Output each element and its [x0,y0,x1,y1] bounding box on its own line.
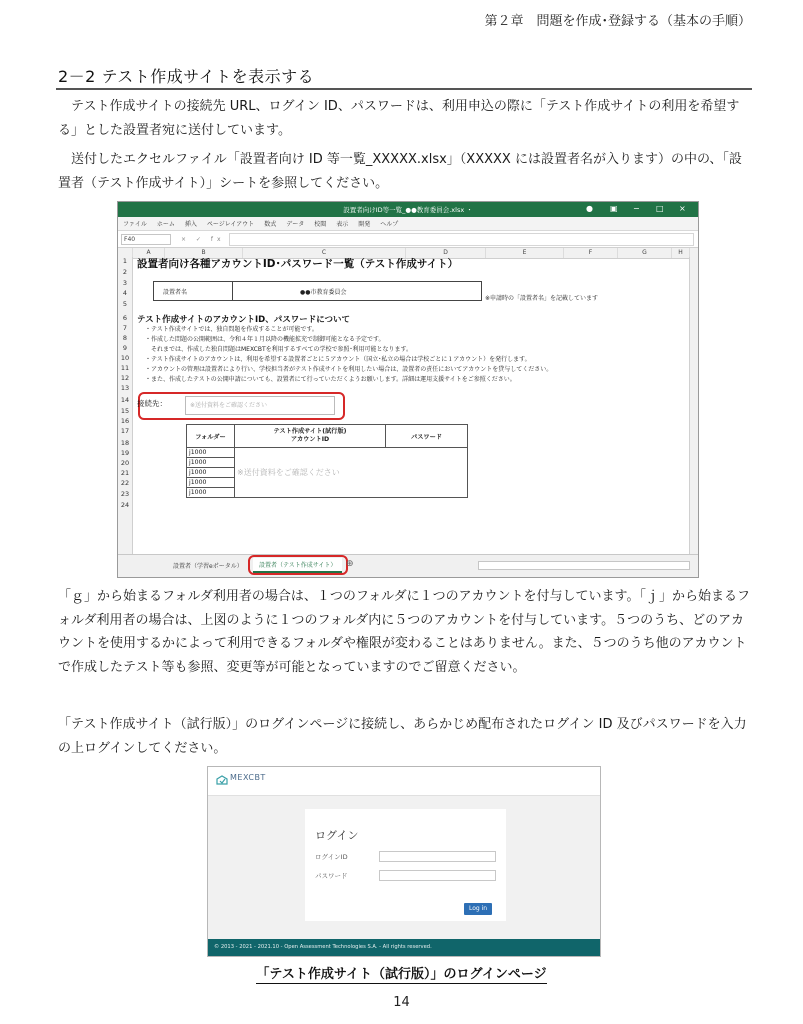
row-header[interactable]: 17 [120,427,130,435]
th-password: パスワード [386,425,468,448]
menu-data[interactable]: データ [286,221,305,228]
col-header-g[interactable]: G [618,248,672,258]
row-header[interactable]: 24 [120,501,130,509]
paragraph-4: 「テスト作成サイト（試行版）」のログインページに接続し、あらかじめ配布されたログイン ID 及びパスワードを入力の上ログインしてください。 [58,717,747,756]
row-header[interactable]: 11 [120,364,130,372]
login-header [208,767,600,796]
excel-screenshot [117,201,699,578]
formula-buttons: × ✓ fx [181,235,225,243]
login-heading: ログイン [315,829,359,842]
worksheet-cells[interactable] [133,257,690,555]
login-id-input[interactable] [379,851,496,862]
folder-cell: j1000 [187,478,235,488]
th-folder: フォルダー [187,425,235,448]
paragraph-3: 「ｇ」から始まるフォルダ利用者の場合は、１つのフォルダに１つのアカウントを付与しています。「ｊ」から始まるフォルダ利用者の場合は、上図のように１つのフォルダ内に５つのアカウントを付与しています。５つのうち、どのアカウントを使用するかによって利用できるフォルダや権限が変わることはありません。また、５つのうち他のアカウントで作成したテスト等も参照、変更等が可能となっていますのでご留意ください。 [58,589,750,675]
menu-home[interactable]: ホーム [156,221,175,228]
password-label: パスワード [315,872,348,880]
tab-portal-sheet[interactable]: 設置者（学習eポータル） [173,563,243,570]
row-header[interactable]: 2 [122,268,128,276]
connect-value: ※送付資料をご確認ください [190,402,268,409]
note-line-6: ・また、作成したテストの公開申請についても、設置者にて行っていただくようお願いします。詳細は運用支援サイトをご参照ください。 [145,376,516,383]
row-header[interactable]: 10 [120,354,130,362]
chapter-header: 第２章 問題を作成･登録する（基本の手順） [484,14,751,29]
note-line-1: ・テスト作成サイトでは、独自問題を作成することが可能です。 [145,326,318,333]
caption-text: 「テスト作成サイト（試行版）」のログインページ [256,967,547,982]
menu-view[interactable]: 表示 [336,221,349,228]
setter-value: ●●市教育委員会 [300,289,347,296]
login-screenshot [207,766,601,957]
row-header[interactable]: 13 [120,384,130,392]
vertical-scrollbar[interactable] [689,257,698,555]
page-number: 14 [393,995,410,1010]
col-header-f[interactable]: F [564,248,618,258]
section-rule [56,88,752,90]
col-header-h[interactable]: H [672,248,690,258]
col-header-b[interactable]: B [165,248,243,258]
menu-review[interactable]: 校閲 [314,221,327,228]
col-header-a[interactable]: A [133,248,165,258]
tab-test-site-sheet[interactable]: 設置者（テスト作成サイト） [253,558,342,573]
row-header[interactable]: 20 [120,459,130,467]
add-sheet-icon[interactable]: ⊕ [346,559,354,569]
row-header[interactable]: 23 [120,490,130,498]
excel-titlebar [118,202,698,217]
login-footer: © 2013 - 2021 - 2021.10 - Open Assessment Technologies S.A. - All rights reserved. [208,939,600,956]
menu-page-layout[interactable]: ページレイアウト [206,221,255,228]
col-header-d[interactable]: D [406,248,486,258]
sheet-tabs-bar [118,554,698,577]
setter-note: ※申請時の「設置者名」を記載しています [485,295,599,302]
minimize-icon[interactable]: − [633,204,640,213]
note-line-4: ・テスト作成サイトのアカウントは、利用を希望する設置者ごとに５アカウント（国立･私立の場合は学校ごとに１アカウント）を発行します。 [145,356,531,363]
mexcbt-logo-icon [216,774,228,786]
row-header[interactable]: 3 [122,279,128,287]
row-header[interactable]: 4 [122,289,128,297]
sheet-title: 設置者向け各種アカウントID･パスワード一覧（テスト作成サイト） [137,258,459,270]
row-header[interactable]: 9 [122,344,128,352]
figure-caption [0,963,803,982]
row-header[interactable]: 1 [122,257,128,265]
login-card [305,809,506,921]
maximize-icon[interactable]: □ [656,204,664,213]
name-box[interactable]: F40 [121,234,171,245]
section-title: 2－2 テスト作成サイトを表示する [58,67,315,86]
account-table [186,424,468,498]
paragraph-1: テスト作成サイトの接続先 URL、ログイン ID、パスワードは、利用申込の際に「テスト作成サイトの利用を希望する」とした設置者宛に送付しています。 [58,99,740,138]
excel-file-title: 設置者向けID等一覧_●●教育委員会.xlsx ・ [343,206,473,214]
col-header-e[interactable]: E [486,248,564,258]
menu-formulas[interactable]: 数式 [264,221,277,228]
row-header[interactable]: 19 [120,449,130,457]
menu-insert[interactable]: 挿入 [184,221,197,228]
password-input[interactable] [379,870,496,881]
row-header[interactable]: 22 [120,479,130,487]
menu-help[interactable]: ヘルプ [380,221,399,228]
tab-highlight [248,555,348,575]
row-header[interactable]: 6 [122,314,128,322]
account-section-heading: テスト作成サイトのアカウントID、パスワードについて [137,315,351,325]
row-header[interactable]: 5 [122,300,128,308]
row-header[interactable]: 8 [122,334,128,342]
horizontal-scrollbar[interactable] [478,561,690,570]
note-line-3: それまでは、作成した独自問題はMEXCBTを利用するすべての学校で参照･利用可能となります。 [145,346,413,353]
row-header[interactable]: 21 [120,469,130,477]
folder-cell: j1000 [187,488,235,498]
formula-bar [118,231,698,248]
formula-input[interactable] [229,233,694,246]
row-header[interactable]: 15 [120,407,130,415]
row-header[interactable]: 14 [120,396,130,404]
menu-developer[interactable]: 開発 [358,221,371,228]
sheet-area [118,257,698,555]
brand-name: MEXCBT [230,773,266,782]
row-header[interactable]: 7 [122,324,128,332]
login-id-label: ログインID [315,853,348,861]
th-account-id: テスト作成サイト(試行版) アカウントID [235,425,386,448]
paragraph-2: 送付したエクセルファイル「設置者向け ID 等一覧_XXXXX.xlsx」（XXXXX には設置者名が入ります）の中の、「設置者（テスト作成サイト）」シートを参照してください。 [58,152,742,191]
row-header[interactable]: 16 [120,417,130,425]
menu-file[interactable]: ファイル [123,221,147,228]
folder-cell: j1000 [187,448,235,458]
excel-ribbon-menu [118,217,698,231]
col-header-c[interactable]: C [243,248,406,258]
folder-cell: j1000 [187,458,235,468]
login-button[interactable]: Log in [464,903,492,915]
ribbon-display-icon: ▣ [610,204,618,213]
note-line-2: ・作成した問題の公開範囲は、令和４年１月以降の機能拡充で制御可能となる予定です。 [145,336,385,343]
folder-cell: j1000 [187,468,235,478]
table-placeholder: ※送付資料をご確認ください [235,448,468,498]
connect-label: 接続先： [137,399,167,408]
user-icon: ● [586,204,593,213]
row-headers [118,257,133,555]
note-line-5: ・アカウントの管理は設置者により行い、学校担当者がテスト作成サイトを利用したい場合は、設置者の責任においてアカウントを貸与してください。 [145,366,553,373]
setter-label: 設置者名 [163,289,188,296]
row-header[interactable]: 18 [120,439,130,447]
close-icon[interactable]: × [679,204,686,213]
row-header[interactable]: 12 [120,374,130,382]
